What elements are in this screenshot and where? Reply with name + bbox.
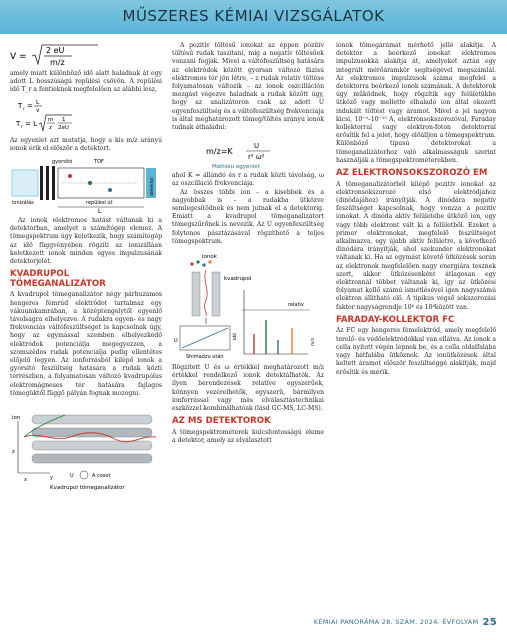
col1-paragraph-2: Az egyenlet azt mutatja, hogy a kis m/z arányú ionok érik el először a detektort. — [10, 136, 162, 152]
page-number: 25 — [482, 617, 497, 628]
tof-diagram — [10, 156, 162, 214]
svg-text:1: 1 — [62, 116, 66, 123]
scan-label-relativ: relatív — [288, 302, 304, 309]
tof-label-detektor: detektor — [150, 176, 155, 197]
quadrupole-scan-diagram — [172, 250, 324, 360]
tof-label-L: L — [98, 208, 102, 215]
col2-paragraph-1: A pozitív töltésű ionokat az éppen pozitív töltésű rudak taszítani, míg a negatív töltésűek vonzani fogják. Mivel a váltófeszültség hatására az elektródok között gyorsan változó fázisú elektromos tér jön létre, – z rudak relatív töltése folyamatosan változik – az ionok oszcilláción mozgást végezve haladnak a rudak között úgy, hogy az analizátoron csak az adott U egyenfeszültség és a váltófeszültség frekvenciája is által meghatározott tömeg/töltés arányú ionok tudnak áthaladni: — [172, 42, 325, 132]
quad-label-rod: A cosot — [92, 473, 111, 480]
scan-label-mz: m/z — [311, 337, 316, 347]
svg-text:V =: V = — [10, 52, 27, 62]
tof-diagram-graphic — [10, 156, 162, 214]
column-3 — [336, 42, 496, 377]
heading-faraday: FARADAY-KOLLEKTOR FC — [336, 314, 455, 325]
mathieu-formula — [172, 136, 324, 170]
quad-label-U: U — [70, 473, 74, 480]
tof-label-tof: TOF — [94, 159, 104, 166]
svg-text:L: L — [36, 98, 40, 106]
quad-label-ion: ion — [12, 415, 21, 422]
svg-text:= L: = L — [25, 119, 37, 128]
svg-text:T: T — [16, 119, 21, 128]
time-formula-graphic — [10, 97, 100, 135]
heading-detektorok: AZ MS DETEKTOROK — [172, 416, 271, 427]
scan-label-U: U — [174, 338, 178, 345]
quad-label-x: x — [24, 477, 27, 484]
scan-label-ido: idő — [233, 333, 238, 341]
time-formula — [10, 97, 162, 135]
svg-text:z: z — [49, 124, 52, 131]
footer-text: KÉMIAI PANORÁMA 28. SZÁM, 2024. ÉVFOLYAM — [313, 618, 479, 626]
svg-text:v: v — [36, 106, 40, 114]
svg-text:T: T — [18, 101, 23, 110]
velocity-formula-graphic — [10, 42, 100, 70]
col1-paragraph-3: Az ionok elektromos hatást váltanak ki a detektorban, amelyet a számítógép elemez. A tömegspektrum úgy keletkezik, hogy számítógép az idő függvényében rögzíti az ionizálláan keletkezett ionok minden egyes impulzusának detektorjelét. — [10, 217, 162, 266]
quad-label-y: y — [50, 475, 53, 482]
tof-label-ionizalas: ionizálás — [12, 200, 34, 207]
column-2 — [172, 42, 324, 445]
svg-text:U: U — [254, 142, 260, 151]
col2-paragraph-4: Rögzített U és ω értékkel meghatározott m/z értékkel rendelkező ionok detektálhatók. Az ilyen berendezések relatíve egyszerűek, könnyen vezérelhetők, egyszerű, bármilyen ionforrással vagy más elválasztástechnikai eszközzel kombinálhatóak (lásd GC-MS, LC-MS). — [172, 364, 324, 413]
tof-label-repulesi-ut: repülési út — [86, 200, 113, 207]
svg-text:r² ω²: r² ω² — [248, 153, 265, 162]
svg-text:=: = — [27, 101, 33, 110]
scan-caption: Shimadzu után — [186, 354, 224, 361]
header-banner — [0, 0, 507, 34]
svg-text:2 eU: 2 eU — [46, 46, 65, 55]
svg-text:m/z=K: m/z=K — [206, 147, 233, 157]
svg-text:m/z: m/z — [50, 58, 65, 67]
svg-text:r: r — [23, 106, 25, 112]
quadrupole-diagram — [10, 401, 162, 493]
scan-label-ionok: ionok — [202, 254, 217, 261]
col2-paragraph-5: A tömegspektrométerek kulcsfontosságú eleme a detektor, amely az elválasztott — [172, 428, 324, 445]
col1-paragraph-1: amely miatt különböző idő alatt haladnak át egy adott L hosszúságú repülési csövön. A repülési idő T_r a fentieknek megfelelően az alábbi lesz, — [10, 70, 162, 94]
heading-kvadrupol: KVADRUPOL TÖMEGANALIZÁTOR — [10, 269, 106, 289]
col2-paragraph-2: ahol K = állandó és r a rudak közti távolság, ω az oszcilláció frekvenciája. — [172, 172, 324, 188]
column-1 — [10, 42, 162, 493]
quadrupole-scan-graphic — [172, 250, 324, 360]
col3-paragraph-3: Az FC egy hengeres fémelektród, amely megfelelő terelő- és védőelektródokkal van ellátva. Az ionok a cella nyitott végén lépnek be, és a cella oldalfalába vagy hátfalába ütköznek. Az ionütközések által keltett áramot először feszültséggé alakítják, majd erősítik és mérik. — [336, 327, 496, 376]
col2-paragraph-3: Az összes többi ion – a kisebbek és a nagyobbak is – a rudakba ütközve semlegesítődnek és nem jutnak el a detektorig. Emiatt a kvadrupol tömeganalizátort tömegszűrőnek is nevezik. Az U egyenfeszültség folytonos pásztázásával rögzíthető a teljes tömegspektrum. — [172, 188, 324, 245]
svg-text:2eU: 2eU — [58, 124, 69, 131]
page-title: MŰSZERES KÉMIAI VIZSGÁLATOK — [122, 7, 385, 25]
page-footer — [314, 617, 497, 628]
col3-paragraph-2: A tömeganalizátorból kilépő pozitív ionokat az elektronsokszorozó első elektródjához (dinódájához) irányítják. A dinódára negatív feszültséget kapcsolnak, hogy vonzza a pozitív ionokat. A dinóda aktív felületébe ütköző ion, egy vagy több elektront vált ki a felületből. Ezeket a primer elektronokat, megfelelő feszültséget alkalmazva, egy újabb aktív felületre, a következő dinódára irányítják, ahol szekunder elektronokat váltanak ki. Ha az egymást követő ütközések során az elektronok megfelelően nagy energiára tesznek szert, akkor ütközésenként átlagosan egy elektronnál többet váltanak ki, így az ütközési folyamat kellő számú ismétlésével igen nagyszámú elektron állítható elő. A tipikus végső sokszorozási faktor nagyságrendje 10⁶ és 10⁸között van. — [336, 180, 496, 311]
velocity-formula — [10, 42, 162, 70]
mathieu-caption: Mathieu egyenlet — [212, 164, 260, 171]
col1-paragraph-4: A kvadrupol tömeganalizátor négy párhuzamos hengeres fémrúd elektródot tartalmaz egy vákuumkamrában, a középtengelytől egyenlő távolságra elhelyezve. A rudakra egyen- és nagy frekvenciás váltófeszültséget is kapcsolnak úgy, hogy az egymással szemben elhelyezkedő elektródok potenciálja megegyezzen, a szomszédos rudak potenciálja pedig ellentétes előjelű legyen. Az ionforrásból kilépő ionok a gyorsító feszültség hatására a rudak közti térrészben, a folyamatosan változó kvadrupólus elektromágneses tér hatására fajlagos tömegüktől függő pályán fognak mozogni. — [10, 291, 162, 397]
svg-text:m: m — [48, 116, 54, 123]
quadrupole-diagram-graphic — [10, 401, 162, 493]
heading-elektronsokszorozo: AZ ELEKTRONSOKSZOROZÓ EM — [336, 168, 488, 179]
svg-text:r: r — [21, 124, 23, 130]
tof-label-gyorsito: gyorsító — [52, 159, 73, 166]
col3-paragraph-1: ionok tömegárámát mérhető jellé alakítja. A detektor a beérkező ionokat elektromos impulzusokká alakítja át, amelyeket aztán egy integrált mérőáramkör segítségével megszámlál. Az elektromos impulzusok száma megfelel a detektorra beérkező ionok számának. A detektorok úgy működnek, hogy rögzítik egy felületükbe ütköző vagy mellette elhaladó ion által okozott indukált töltést vagy áramot. Mivel a jel nagyon kicsi, 10⁻⁹–10⁻¹⁵ A, elektronsokszorozóval, Faraday kollektorral vagy elektron-foton detektorral erősítik fel a jelet, hogy előálljon a tömegspektrum. Különböző típusú detektorokat a tömeganalizátorhoz való alkalmasságuk szerint használják a tömegspektrométerekben. — [336, 42, 496, 164]
quad-label-z: z — [12, 449, 15, 456]
scan-label-kvadrupol: kvadrupol — [224, 276, 252, 283]
mathieu-formula-graphic — [172, 136, 324, 170]
quad-caption: Kvadrupol tömeganalizátor — [50, 485, 125, 492]
